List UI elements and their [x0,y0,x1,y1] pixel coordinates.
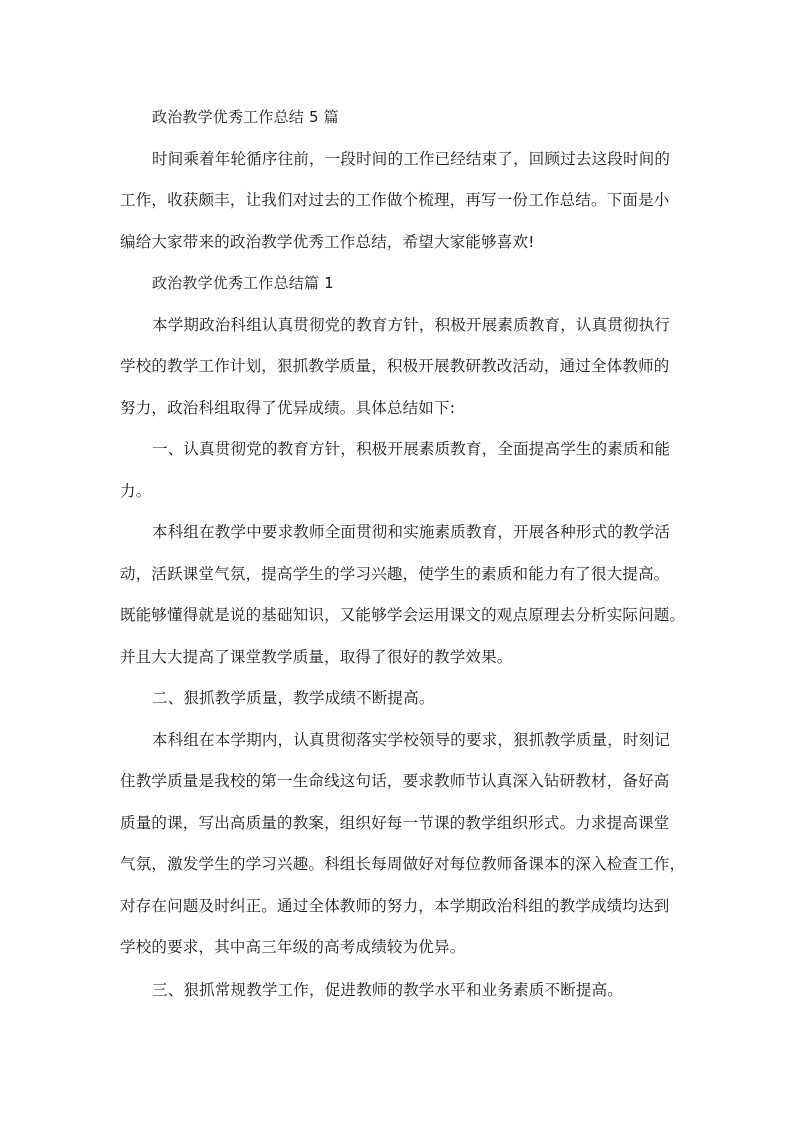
paragraph-line: 气氛，激发学生的学习兴趣。科组长每周做好对每位教师备课本的深入检查工作， [120,855,686,873]
paragraph-line: 动，活跃课堂气氛，提高学生的学习兴趣，使学生的素质和能力有了很大提高。 [120,565,670,583]
paragraph-line: 住教学质量是我校的第一生命线这句话，要求教师节认真深入钻研教材，备好高 [120,772,670,790]
intro-line: 工作，收获颇丰，让我们对过去的工作做个梳理，再写一份工作总结。下面是小 [120,191,670,209]
intro-line: 编给大家带来的政治教学优秀工作总结，希望大家能够喜欢! [120,233,535,251]
paragraph-line: 努力，政治科组取得了优异成绩。具体总结如下: [120,399,456,417]
section-title: 政治教学优秀工作总结篇 1 [152,274,334,292]
heading-line: 三、狠抓常规教学工作，促进教师的教学水平和业务素质不断提高。 [152,981,624,999]
paragraph-line: 质量的课，写出高质量的教案，组织好每一节课的教学组织形式。力求提高课堂 [120,814,670,832]
document-title: 政治教学优秀工作总结 5 篇 [152,108,339,126]
heading-line: 二、狠抓教学质量，教学成绩不断提高。 [152,689,435,707]
heading-line: 一、认真贯彻党的教育方针，积极开展素质教育，全面提高学生的素质和能 [152,440,671,458]
paragraph-line: 本科组在教学中要求教师全面贯彻和实施素质教育，开展各种形式的教学活 [152,523,671,541]
paragraph-line: 并且大大提高了课堂教学质量，取得了很好的教学效果。 [120,648,513,666]
paragraph-line: 学校的要求，其中高三年级的高考成绩较为优异。 [120,938,466,956]
heading-line: 力。 [120,482,152,500]
paragraph-line: 本学期政治科组认真贯彻党的教育方针，积极开展素质教育，认真贯彻执行 [152,316,671,334]
intro-line: 时间乘着年轮循序往前，一段时间的工作已经结束了，回顾过去这段时间的 [152,150,671,168]
paragraph-line: 学校的教学工作计划，狠抓教学质量，积极开展教研教改活动，通过全体教师的 [120,357,670,375]
paragraph-line: 本科组在本学期内，认真贯彻落实学校领导的要求，狠抓教学质量，时刻记 [152,731,671,749]
paragraph-line: 对存在问题及时纠正。通过全体教师的努力，本学期政治科组的教学成绩均达到 [120,897,670,915]
paragraph-line: 既能够懂得就是说的基础知识，又能够学会运用课文的观点原理去分析实际问题。 [120,606,686,624]
